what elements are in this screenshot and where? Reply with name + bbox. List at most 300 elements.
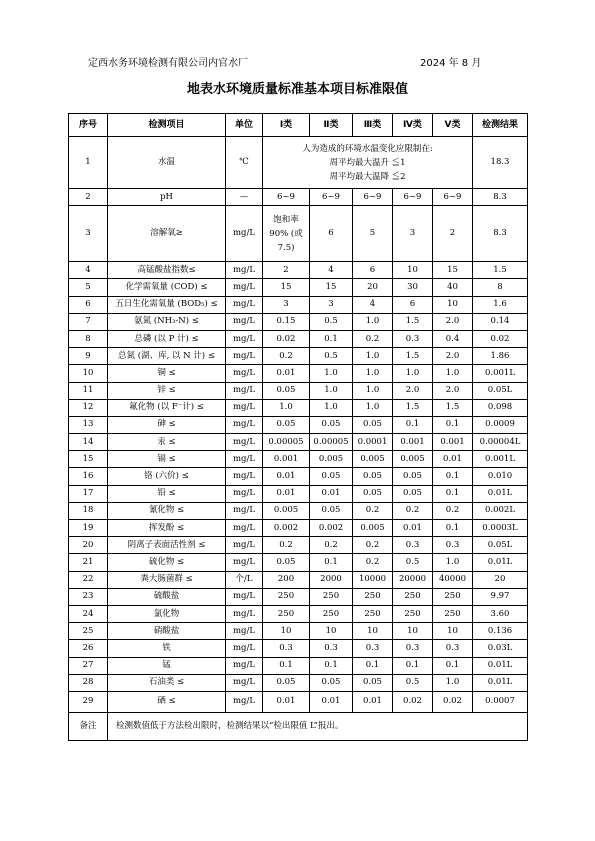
- note-label: 备注: [69, 712, 108, 740]
- row-class3: 10: [353, 623, 393, 640]
- row-item: 铬 (六价) ≤: [108, 468, 226, 485]
- row-class1: 0.05: [263, 416, 310, 433]
- row-class1-line: 饱和率: [273, 214, 299, 225]
- row-no: 3: [69, 206, 108, 262]
- row-class3: 6: [353, 262, 393, 279]
- table-row: [69, 674, 528, 691]
- row-result: 3.60: [473, 605, 528, 622]
- row-class1: 0.01: [263, 691, 310, 712]
- row-class4: 6: [393, 296, 433, 313]
- row-class3: 4: [353, 296, 393, 313]
- row-class1: 3: [263, 296, 310, 313]
- row-class2: 0.005: [310, 451, 353, 468]
- row-class5: 40000: [433, 571, 473, 588]
- table-row: [69, 434, 528, 451]
- row-item: 溶解氧≥: [108, 206, 226, 262]
- row-class3: 0.05: [353, 468, 393, 485]
- standards-table: [68, 113, 528, 741]
- row-result: 8.3: [473, 189, 528, 206]
- col-no-header: 序号: [69, 114, 108, 137]
- table-row: [69, 279, 528, 296]
- row-class4: 0.3: [393, 537, 433, 554]
- row-unit: mg/L: [226, 416, 263, 433]
- row-result: 0.0009: [473, 416, 528, 433]
- table-row: [69, 691, 528, 712]
- water-temp-limit: [263, 137, 473, 189]
- row-class1-line: 90% (或: [269, 228, 303, 239]
- row-item: 锰: [108, 657, 226, 674]
- row-class3: 6~9: [353, 189, 393, 206]
- row-item: 砷 ≤: [108, 416, 226, 433]
- row-class4: 20000: [393, 571, 433, 588]
- row-class2: 0.2: [310, 537, 353, 554]
- table-row: [69, 189, 528, 206]
- row-no: 10: [69, 365, 108, 382]
- row-result: 0.001L: [473, 365, 528, 382]
- row-unit: mg/L: [226, 313, 263, 330]
- col-item-header: 检测项目: [108, 114, 226, 137]
- water-temp-limit-line3: 周平均最大温降 ≦2: [329, 171, 406, 182]
- row-class4: 10: [393, 262, 433, 279]
- row-class4: 0.3: [393, 330, 433, 347]
- row-result: 0.002L: [473, 502, 528, 519]
- row-class5: 2.0: [433, 382, 473, 399]
- report-date: 2024 年 8 月: [420, 58, 482, 69]
- row-class4: 0.005: [393, 451, 433, 468]
- table-row: [69, 588, 528, 605]
- row-item: 粪大肠菌群 ≤: [108, 571, 226, 588]
- row-no: 23: [69, 588, 108, 605]
- row-class5: 0.1: [433, 520, 473, 537]
- row-item: 汞 ≤: [108, 434, 226, 451]
- row-class2: 0.01: [310, 691, 353, 712]
- row-class4: 0.5: [393, 554, 433, 571]
- note-text: 检测数值低于方法检出限时，检测结果以“检出限值 L”报出。: [108, 712, 528, 740]
- water-temp-limit-line2: 周平均最大温升 ≦1: [329, 157, 406, 168]
- company-name: 定西水务环境检测有限公司内官水厂: [88, 58, 248, 69]
- row-class4: 0.001: [393, 434, 433, 451]
- row-result: 20: [473, 571, 528, 588]
- row-unit: mg/L: [226, 382, 263, 399]
- row-class3: 1.0: [353, 348, 393, 365]
- row-unit: mg/L: [226, 262, 263, 279]
- row-class5: 1.0: [433, 554, 473, 571]
- row-result: 0.01L: [473, 554, 528, 571]
- row-class5: 6~9: [433, 189, 473, 206]
- row-result: 0.01L: [473, 674, 528, 691]
- row-class3: 0.0001: [353, 434, 393, 451]
- col-unit-header: 单位: [226, 114, 263, 137]
- row-unit: mg/L: [226, 206, 263, 262]
- row-class1: 0.001: [263, 451, 310, 468]
- row-unit: mg/L: [226, 485, 263, 502]
- row-class3: 0.05: [353, 485, 393, 502]
- row-result: 1.6: [473, 296, 528, 313]
- table-row: [69, 657, 528, 674]
- row-item: 总磷 (以 P 计) ≤: [108, 330, 226, 347]
- row-class1: 15: [263, 279, 310, 296]
- row-class2: 0.1: [310, 554, 353, 571]
- row-result: 0.01L: [473, 657, 528, 674]
- row-class1: 250: [263, 605, 310, 622]
- row-no: 1: [69, 137, 108, 189]
- row-item: 铁: [108, 640, 226, 657]
- row-result: 0.01L: [473, 485, 528, 502]
- row-result: 0.001L: [473, 451, 528, 468]
- row-result: 8.3: [473, 206, 528, 262]
- row-unit: mg/L: [226, 657, 263, 674]
- page-title: 地表水环境质量标准基本项目标准限值: [186, 82, 408, 97]
- row-unit: mg/L: [226, 502, 263, 519]
- row-class5: 0.1: [433, 485, 473, 502]
- row-class5: 250: [433, 605, 473, 622]
- table-row: [69, 623, 528, 640]
- row-item: 五日生化需氧量 (BOD₅) ≤: [108, 296, 226, 313]
- row-class4: 0.05: [393, 468, 433, 485]
- table-row: [69, 640, 528, 657]
- row-class2: 0.5: [310, 348, 353, 365]
- table-row: [69, 416, 528, 433]
- row-class3: 0.05: [353, 674, 393, 691]
- row-class1: 0.01: [263, 365, 310, 382]
- table-row: [69, 468, 528, 485]
- row-class1: 0.05: [263, 382, 310, 399]
- row-result: 0.136: [473, 623, 528, 640]
- row-item: 硫酸盐: [108, 588, 226, 605]
- row-class2: 0.1: [310, 330, 353, 347]
- row-no: 15: [69, 451, 108, 468]
- row-class4: 0.1: [393, 657, 433, 674]
- row-class2: 1.0: [310, 382, 353, 399]
- row-no: 13: [69, 416, 108, 433]
- row-unit: ℃: [226, 137, 263, 189]
- row-no: 12: [69, 399, 108, 416]
- row-item: 氯化物: [108, 605, 226, 622]
- row-item: 氟化物 (以 F⁻计) ≤: [108, 399, 226, 416]
- row-no: 17: [69, 485, 108, 502]
- row-class3: 1.0: [353, 313, 393, 330]
- row-class5: 0.2: [433, 502, 473, 519]
- row-unit: mg/L: [226, 520, 263, 537]
- row-class3: 10000: [353, 571, 393, 588]
- row-result: 0.098: [473, 399, 528, 416]
- row-unit: mg/L: [226, 399, 263, 416]
- row-class4: 0.02: [393, 691, 433, 712]
- row-item: 化学需氧量 (COD) ≤: [108, 279, 226, 296]
- row-class1: 200: [263, 571, 310, 588]
- row-item: 总氮 (湖、库, 以 N 计) ≤: [108, 348, 226, 365]
- row-class3: 0.2: [353, 502, 393, 519]
- row-class4: 0.1: [393, 416, 433, 433]
- table-row: [69, 520, 528, 537]
- row-class5: 10: [433, 623, 473, 640]
- row-item: 铜 ≤: [108, 365, 226, 382]
- row-class3: 0.005: [353, 520, 393, 537]
- table-row: [69, 554, 528, 571]
- row-class4: 1.5: [393, 348, 433, 365]
- row-class5: 2.0: [433, 348, 473, 365]
- row-unit: mg/L: [226, 623, 263, 640]
- col-class3-header: Ⅲ类: [353, 114, 393, 137]
- row-class4: 2.0: [393, 382, 433, 399]
- col-class4-header: Ⅳ类: [393, 114, 433, 137]
- table-row: [69, 605, 528, 622]
- row-class3: 250: [353, 588, 393, 605]
- row-class5: 0.1: [433, 657, 473, 674]
- row-item: pH: [108, 189, 226, 206]
- row-no: 18: [69, 502, 108, 519]
- row-class1: 0.01: [263, 468, 310, 485]
- row-class2: 0.3: [310, 640, 353, 657]
- row-no: 24: [69, 605, 108, 622]
- row-class3: 5: [353, 206, 393, 262]
- row-item: 镉 ≤: [108, 451, 226, 468]
- row-class5: 0.3: [433, 640, 473, 657]
- row-class2: 0.05: [310, 674, 353, 691]
- row-class3: 0.2: [353, 554, 393, 571]
- row-class1: 6~9: [263, 189, 310, 206]
- row-class5: 0.01: [433, 451, 473, 468]
- row-class4: 0.01: [393, 520, 433, 537]
- row-class2: 0.00005: [310, 434, 353, 451]
- row-unit: mg/L: [226, 588, 263, 605]
- row-class3: 1.0: [353, 365, 393, 382]
- row-class3: 1.0: [353, 399, 393, 416]
- row-item: 铅 ≤: [108, 485, 226, 502]
- row-class2: 0.05: [310, 468, 353, 485]
- row-class1-line: 7.5): [277, 242, 295, 253]
- row-no: 11: [69, 382, 108, 399]
- row-result: 0.00004L: [473, 434, 528, 451]
- row-class3: 250: [353, 605, 393, 622]
- row-class2: 10: [310, 623, 353, 640]
- row-class5: 0.3: [433, 537, 473, 554]
- row-class1: 0.2: [263, 348, 310, 365]
- row-class1: 0.3: [263, 640, 310, 657]
- table-row: [69, 451, 528, 468]
- row-unit: mg/L: [226, 330, 263, 347]
- row-class5: 10: [433, 296, 473, 313]
- row-class4: 1.5: [393, 399, 433, 416]
- table-row: [69, 537, 528, 554]
- row-result: 18.3: [473, 137, 528, 189]
- row-class5: 0.1: [433, 416, 473, 433]
- row-no: 19: [69, 520, 108, 537]
- table-header-row: [69, 114, 528, 137]
- row-item: 阴离子表面活性剂 ≤: [108, 537, 226, 554]
- row-no: 29: [69, 691, 108, 712]
- row-class4: 6~9: [393, 189, 433, 206]
- row-class2: 0.5: [310, 313, 353, 330]
- row-class2: 0.002: [310, 520, 353, 537]
- row-unit: —: [226, 189, 263, 206]
- row-class2: 6~9: [310, 189, 353, 206]
- table-row: [69, 485, 528, 502]
- row-class5: 0.02: [433, 691, 473, 712]
- row-class4: 0.5: [393, 674, 433, 691]
- row-class4: 1.0: [393, 365, 433, 382]
- row-item: 硒 ≤: [108, 691, 226, 712]
- row-class1: 10: [263, 623, 310, 640]
- row-class1: 0.1: [263, 657, 310, 674]
- row-result: 1.5: [473, 262, 528, 279]
- row-result: 0.02: [473, 330, 528, 347]
- row-class5: 15: [433, 262, 473, 279]
- row-unit: mg/L: [226, 279, 263, 296]
- table-row: [69, 365, 528, 382]
- row-result: 0.010: [473, 468, 528, 485]
- row-class2: 250: [310, 605, 353, 622]
- col-class2-header: Ⅱ类: [310, 114, 353, 137]
- row-unit: mg/L: [226, 537, 263, 554]
- row-class3: 1.0: [353, 382, 393, 399]
- table-row: [69, 330, 528, 347]
- row-result: 1.86: [473, 348, 528, 365]
- row-class5: 1.0: [433, 365, 473, 382]
- row-item: 硝酸盐: [108, 623, 226, 640]
- row-class1: 0.05: [263, 554, 310, 571]
- row-class2: 3: [310, 296, 353, 313]
- row-result: 0.0003L: [473, 520, 528, 537]
- row-class1: [263, 206, 310, 262]
- row-class1: 0.005: [263, 502, 310, 519]
- row-unit: mg/L: [226, 468, 263, 485]
- row-class2: 1.0: [310, 399, 353, 416]
- table-row: [69, 262, 528, 279]
- row-class2: 15: [310, 279, 353, 296]
- water-temp-limit-line1: 人为造成的环境水温变化应限制在:: [302, 143, 433, 154]
- table-row: [69, 399, 528, 416]
- row-no: 9: [69, 348, 108, 365]
- row-class3: 20: [353, 279, 393, 296]
- row-no: 6: [69, 296, 108, 313]
- row-no: 14: [69, 434, 108, 451]
- row-item: 水温: [108, 137, 226, 189]
- row-class5: 2.0: [433, 313, 473, 330]
- row-unit: mg/L: [226, 554, 263, 571]
- row-class5: 0.001: [433, 434, 473, 451]
- table-row: [69, 206, 528, 262]
- table-row: [69, 296, 528, 313]
- row-result: 0.05L: [473, 382, 528, 399]
- row-class4: 30: [393, 279, 433, 296]
- row-class2: 0.01: [310, 485, 353, 502]
- row-unit: mg/L: [226, 605, 263, 622]
- row-item: 氰化物 ≤: [108, 502, 226, 519]
- row-class1: 0.2: [263, 537, 310, 554]
- row-class5: 250: [433, 588, 473, 605]
- col-class5-header: Ⅴ类: [433, 114, 473, 137]
- row-no: 5: [69, 279, 108, 296]
- row-class1: 250: [263, 588, 310, 605]
- row-item: 硫化物 ≤: [108, 554, 226, 571]
- col-class1-header: Ⅰ类: [263, 114, 310, 137]
- row-class3: 0.05: [353, 416, 393, 433]
- row-item: 高锰酸盐指数≤: [108, 262, 226, 279]
- row-class4: 250: [393, 588, 433, 605]
- row-no: 25: [69, 623, 108, 640]
- row-unit: mg/L: [226, 640, 263, 657]
- row-class5: 1.5: [433, 399, 473, 416]
- row-class5: 2: [433, 206, 473, 262]
- table-row: [69, 502, 528, 519]
- row-class2: 2000: [310, 571, 353, 588]
- row-item: 锌 ≤: [108, 382, 226, 399]
- row-unit: mg/L: [226, 365, 263, 382]
- row-class3: 0.2: [353, 330, 393, 347]
- row-class2: 0.1: [310, 657, 353, 674]
- row-unit: mg/L: [226, 674, 263, 691]
- row-item: 氨氮 (NH₃-N) ≤: [108, 313, 226, 330]
- row-no: 20: [69, 537, 108, 554]
- row-item: 挥发酚 ≤: [108, 520, 226, 537]
- row-class2: 4: [310, 262, 353, 279]
- row-class1: 2: [263, 262, 310, 279]
- row-class2: 1.0: [310, 365, 353, 382]
- row-class4: 3: [393, 206, 433, 262]
- row-result: 0.05L: [473, 537, 528, 554]
- row-no: 27: [69, 657, 108, 674]
- row-unit: mg/L: [226, 348, 263, 365]
- row-class5: 0.4: [433, 330, 473, 347]
- row-result: 0.03L: [473, 640, 528, 657]
- row-class2: 0.05: [310, 416, 353, 433]
- row-unit: mg/L: [226, 451, 263, 468]
- row-class1: 1.0: [263, 399, 310, 416]
- row-class1: 0.002: [263, 520, 310, 537]
- row-no: 4: [69, 262, 108, 279]
- row-class3: 0.1: [353, 657, 393, 674]
- row-no: 26: [69, 640, 108, 657]
- row-class3: 0.005: [353, 451, 393, 468]
- row-no: 8: [69, 330, 108, 347]
- row-no: 21: [69, 554, 108, 571]
- row-class1: 0.00005: [263, 434, 310, 451]
- row-unit: mg/L: [226, 434, 263, 451]
- row-no: 2: [69, 189, 108, 206]
- row-class4: 0.3: [393, 640, 433, 657]
- row-no: 28: [69, 674, 108, 691]
- row-class2: 6: [310, 206, 353, 262]
- table-row: [69, 382, 528, 399]
- row-class3: 0.2: [353, 537, 393, 554]
- row-class1: 0.01: [263, 485, 310, 502]
- table-row: [69, 571, 528, 588]
- row-item: 石油类 ≤: [108, 674, 226, 691]
- note-row: [69, 712, 528, 740]
- row-result: 0.14: [473, 313, 528, 330]
- table-row: [69, 313, 528, 330]
- row-class4: 10: [393, 623, 433, 640]
- row-unit: 个/L: [226, 571, 263, 588]
- row-class4: 1.5: [393, 313, 433, 330]
- row-unit: mg/L: [226, 691, 263, 712]
- col-result-header: 检测结果: [473, 114, 528, 137]
- row-no: 16: [69, 468, 108, 485]
- row-result: 9.97: [473, 588, 528, 605]
- row-class4: 0.2: [393, 502, 433, 519]
- row-unit: mg/L: [226, 296, 263, 313]
- row-class1: 0.15: [263, 313, 310, 330]
- row-class4: 0.05: [393, 485, 433, 502]
- row-class5: 40: [433, 279, 473, 296]
- table-row: [69, 137, 528, 189]
- row-class1: 0.02: [263, 330, 310, 347]
- row-class5: 0.1: [433, 468, 473, 485]
- table-row: [69, 348, 528, 365]
- row-class3: 0.3: [353, 640, 393, 657]
- row-class3: 0.01: [353, 691, 393, 712]
